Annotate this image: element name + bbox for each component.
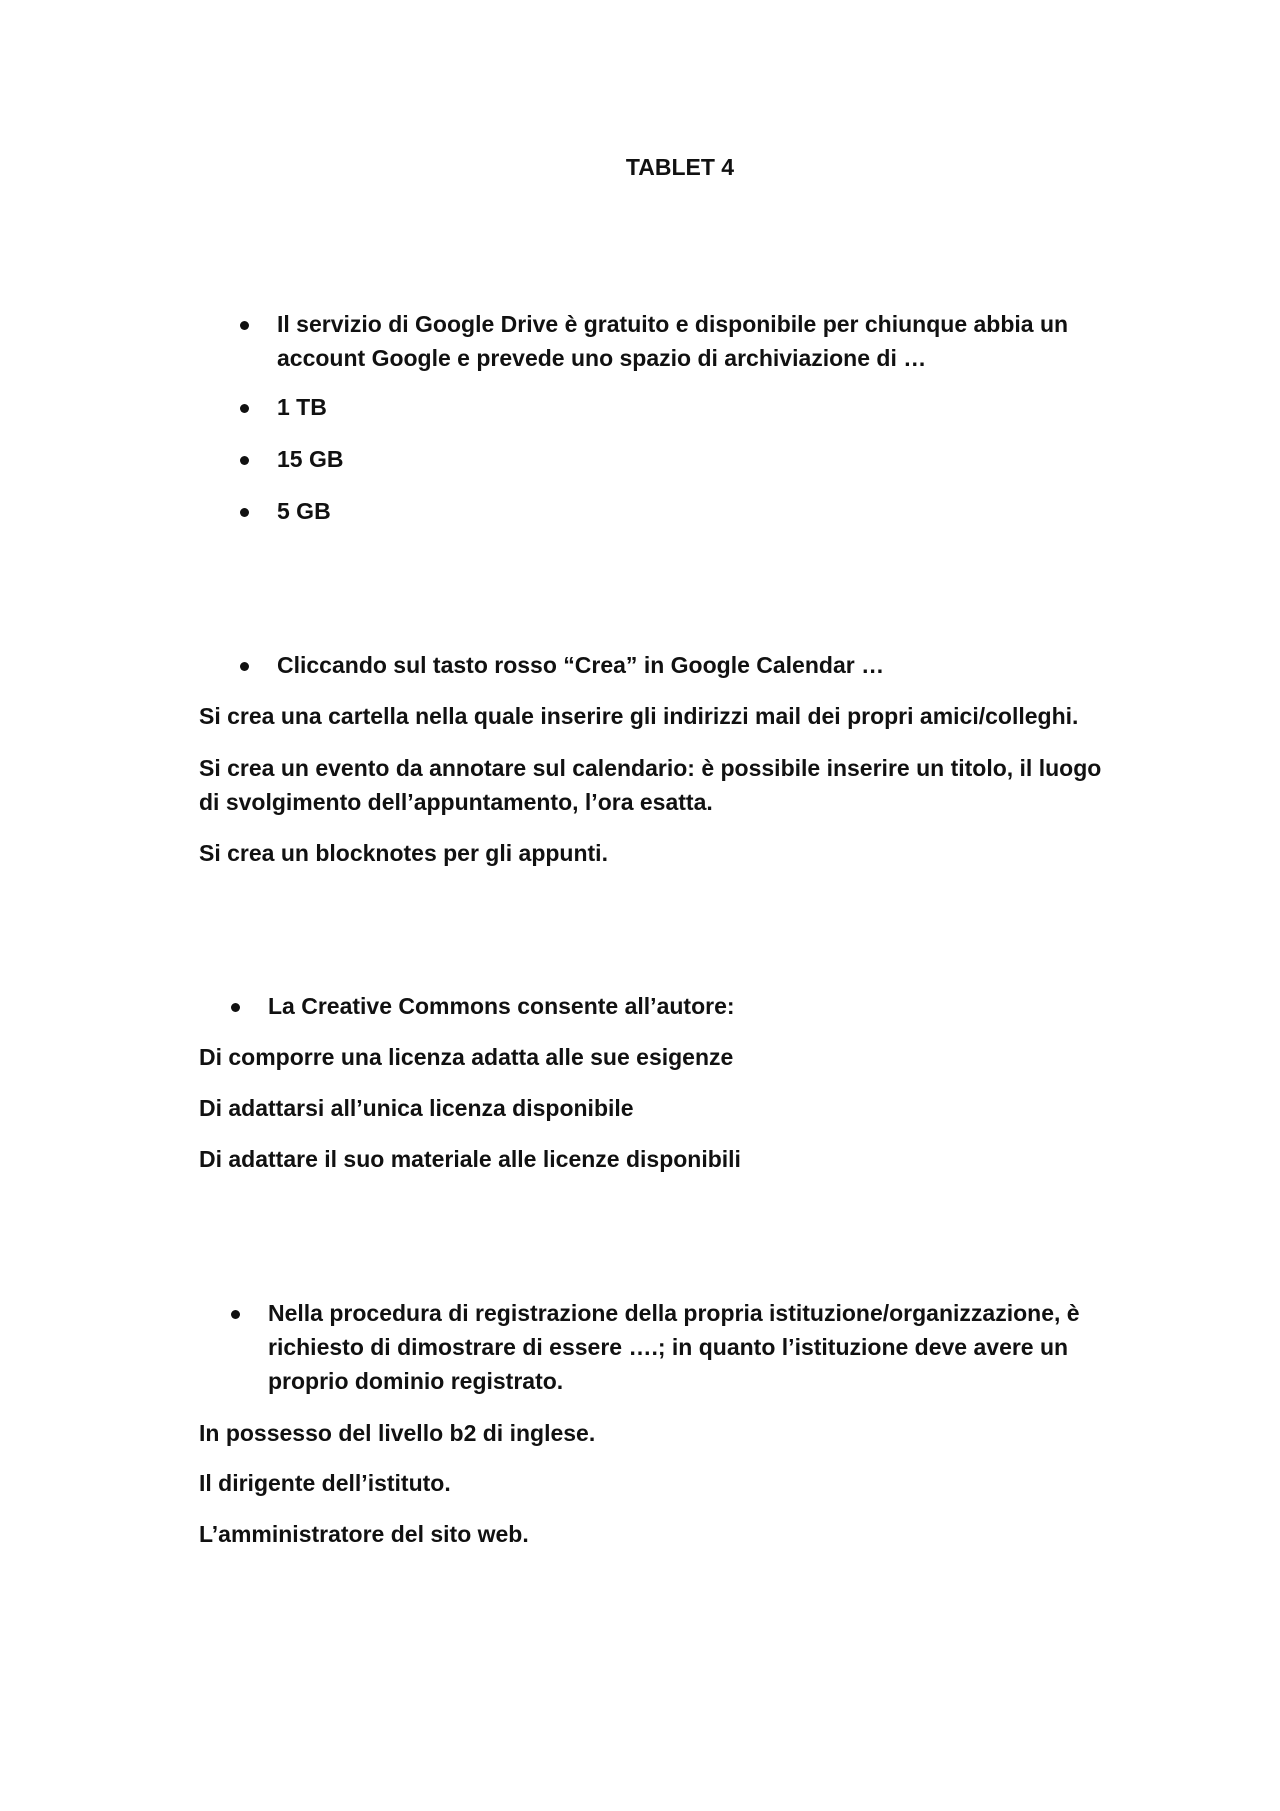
bullet-icon [240, 321, 249, 330]
question-3-option-1: Di comporre una licenza adatta alle sue esigenze [199, 1044, 734, 1070]
question-1-option-3: 5 GB [277, 498, 331, 524]
page-title: TABLET 4 [625, 154, 735, 180]
question-3-option-3: Di adattare il suo materiale alle licenze disponibili [199, 1146, 741, 1172]
bullet-icon [231, 1310, 240, 1319]
question-2-text: Cliccando sul tasto rosso “Crea” in Google Calendar … [277, 652, 885, 678]
question-2-option-1: Si crea una cartella nella quale inserire gli indirizzi mail dei propri amici/colleghi. [199, 703, 1079, 729]
question-2-option-3: Si crea un blocknotes per gli appunti. [199, 840, 608, 866]
question-4-text: Nella procedura di registrazione della propria istituzione/organizzazione, è richiesto di dimostrare di essere ….; in quanto l’istituzione deve avere un proprio dominio registrato. [268, 1300, 1080, 1394]
question-1-option-2: 15 GB [277, 446, 344, 472]
question-2-option-2: Si crea un evento da annotare sul calendario: è possibile inserire un titolo, il luogo di svolgimento dell’appuntamento, l’ora esatta. [199, 755, 1102, 815]
bullet-icon [240, 508, 249, 517]
bullet-icon [240, 456, 249, 465]
bullet-icon [240, 662, 249, 671]
question-4-option-1: In possesso del livello b2 di inglese. [199, 1420, 596, 1446]
bullet-icon [231, 1003, 240, 1012]
question-3-option-2: Di adattarsi all’unica licenza disponibile [199, 1095, 634, 1121]
bullet-icon [240, 404, 249, 413]
question-1-text: Il servizio di Google Drive è gratuito e disponibile per chiunque abbia un account Google e prevede uno spazio di archiviazione di … [277, 311, 1069, 371]
question-3-text: La Creative Commons consente all’autore: [268, 993, 735, 1019]
question-1-option-1: 1 TB [277, 394, 327, 420]
question-4-option-3: L’amministratore del sito web. [199, 1521, 529, 1547]
question-4-option-2: Il dirigente dell’istituto. [199, 1470, 451, 1496]
